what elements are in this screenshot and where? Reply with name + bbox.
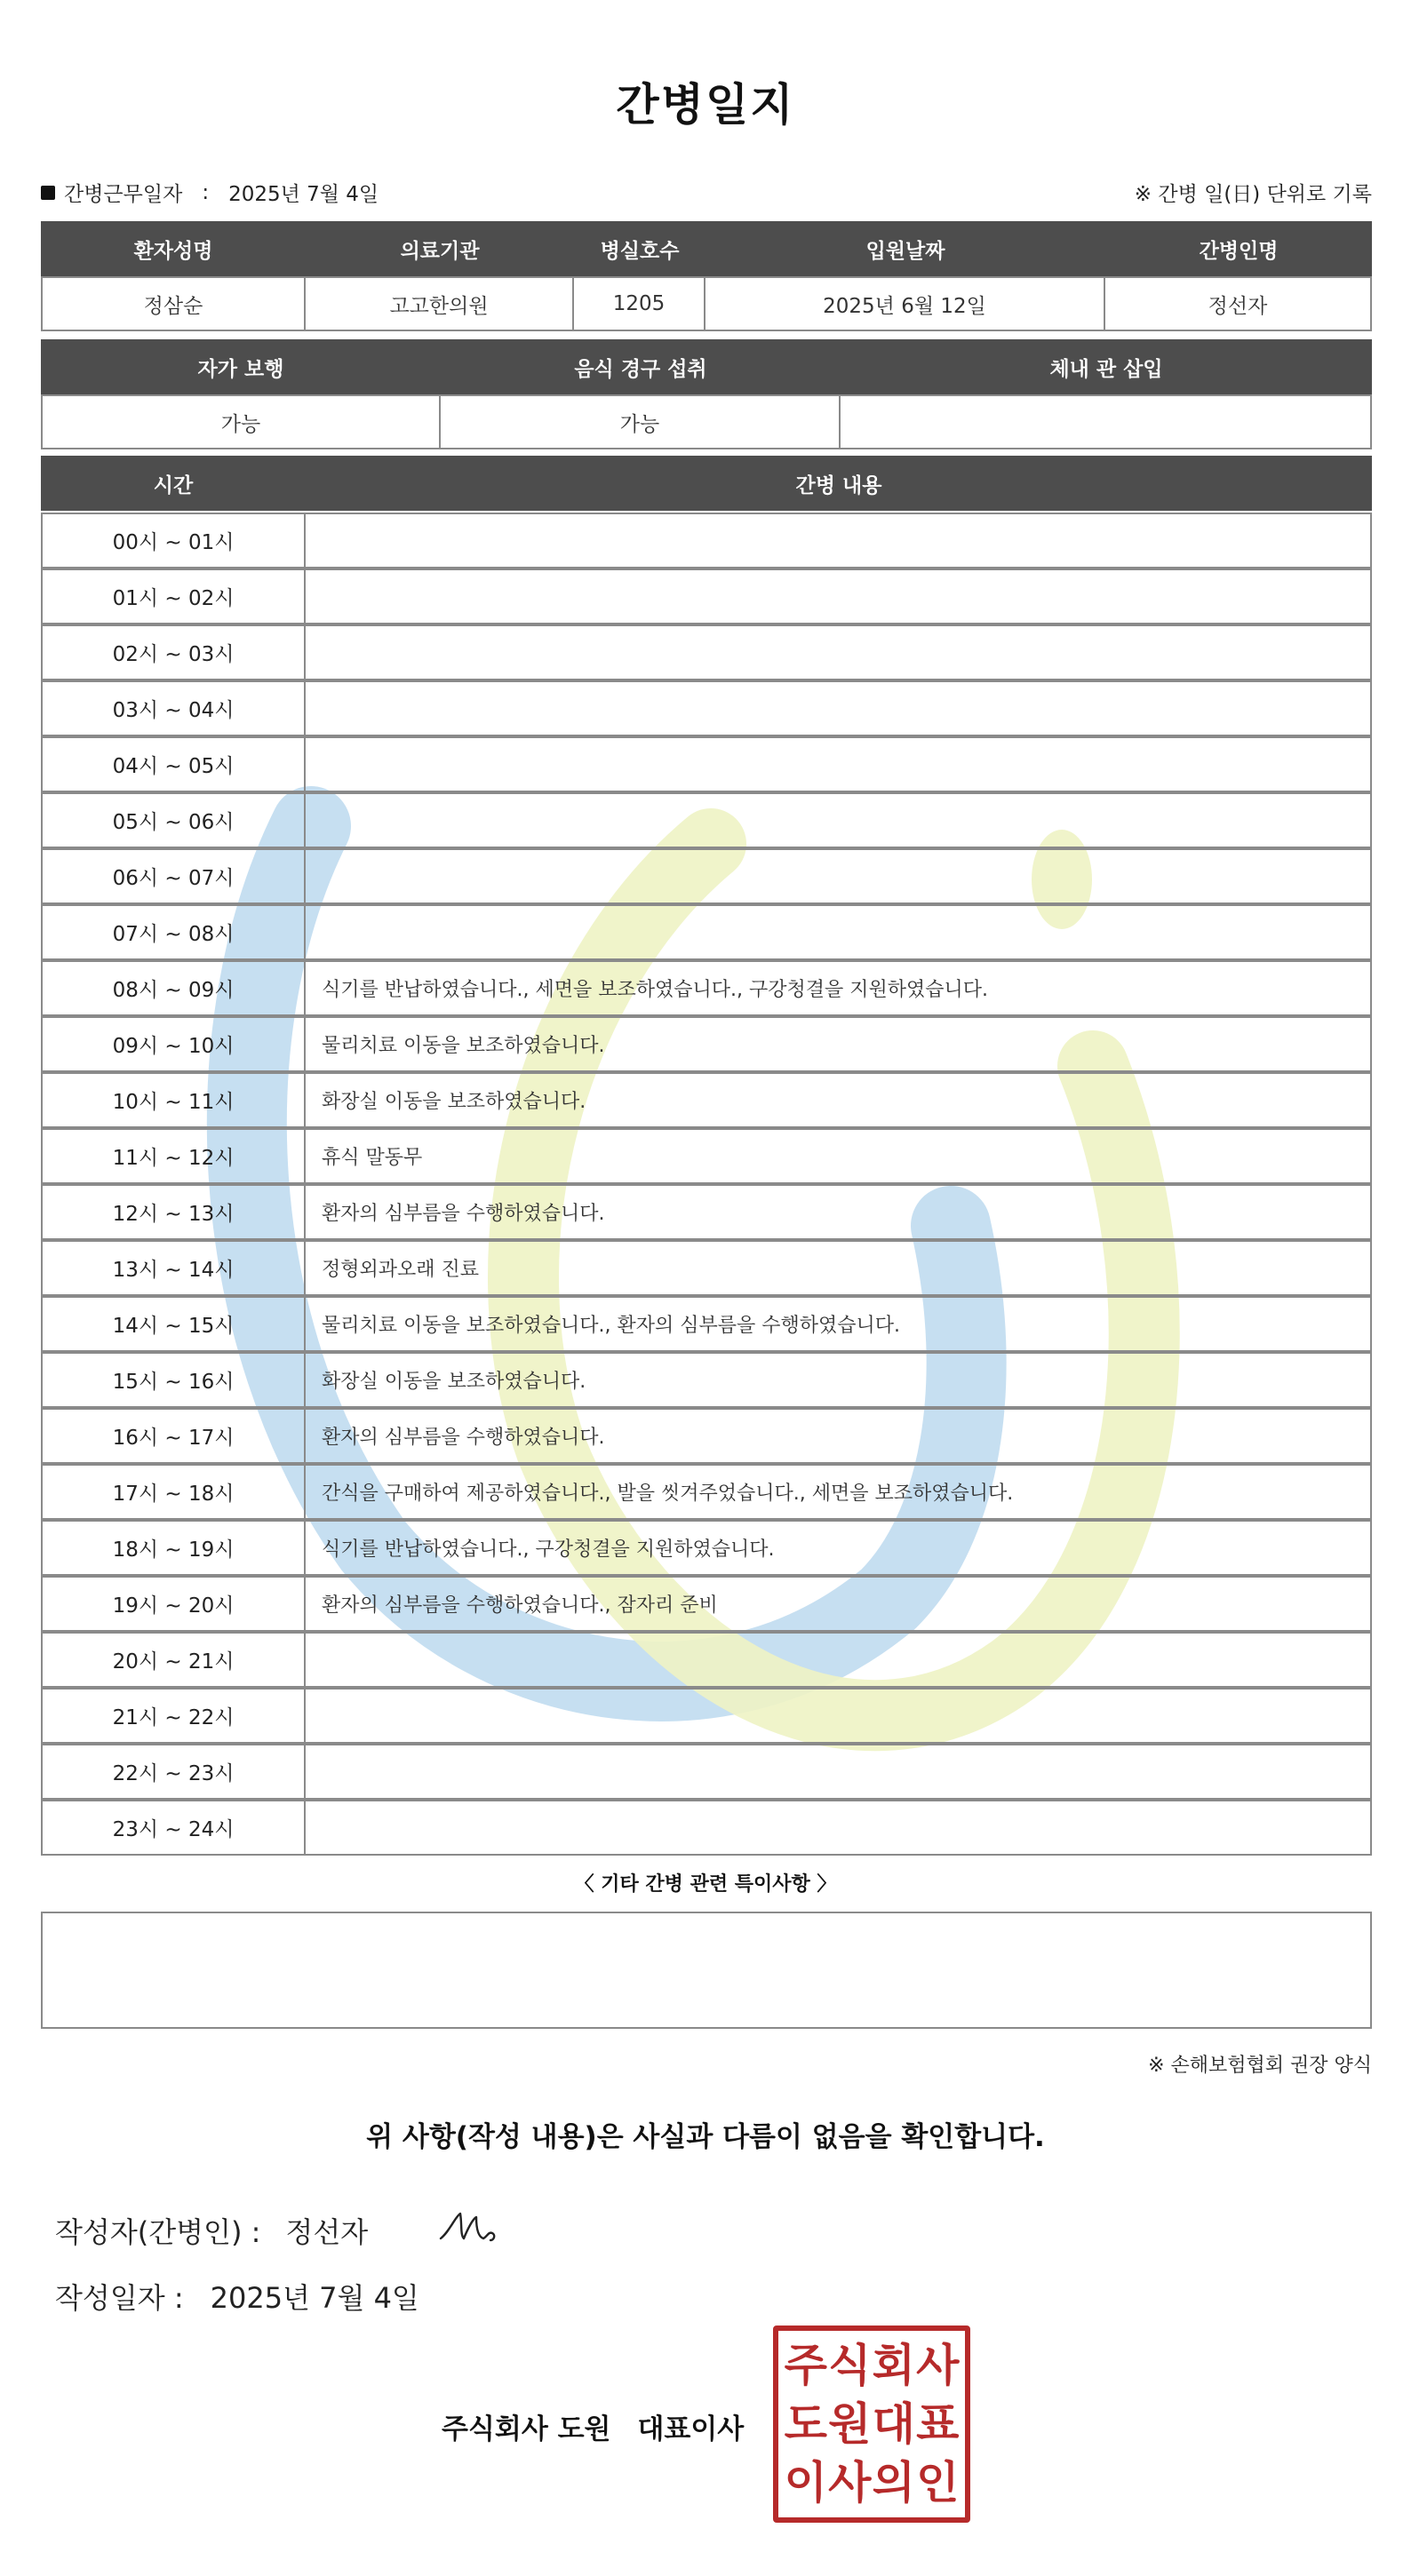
table-row — [41, 960, 1372, 1016]
time-cell: 22시 ~ 23시 — [41, 1744, 306, 1800]
time-cell: 15시 ~ 16시 — [41, 1352, 306, 1408]
seal-char: 대 — [872, 2398, 915, 2450]
table-row — [41, 1352, 1372, 1408]
time-column-header: 시간 — [153, 473, 194, 497]
table-row — [41, 1296, 1372, 1352]
patient-name-header: 환자성명 — [41, 221, 306, 276]
seal-char: 식 — [828, 2340, 872, 2391]
seal-char: 이 — [784, 2457, 827, 2508]
confirmation-statement: 위 사항(작성 내용)은 사실과 다름이 없음을 확인합니다. — [366, 2121, 1045, 2153]
table-row — [41, 1128, 1372, 1184]
time-cell: 02시 ~ 03시 — [41, 624, 306, 680]
room-number-header: 병실호수 — [574, 221, 706, 276]
time-cell: 16시 ~ 17시 — [41, 1408, 306, 1464]
special-notes-box — [41, 1912, 1372, 2029]
time-cell: 09시 ~ 10시 — [41, 1016, 306, 1072]
time-cell: 07시 ~ 08시 — [41, 904, 306, 960]
content-cell — [306, 624, 1372, 680]
patient-status-table — [41, 339, 1372, 449]
company-role: 대표이사 — [637, 2413, 745, 2445]
handwritten-signature — [437, 2205, 508, 2249]
seal-char: 원 — [828, 2398, 872, 2450]
table-row — [41, 624, 1372, 680]
admission-date-value: 2025년 6월 12일 — [706, 276, 1105, 331]
hospital-header: 의료기관 — [306, 221, 574, 276]
table-row — [41, 1184, 1372, 1240]
seal-char: 도 — [784, 2398, 827, 2450]
tube-insertion-header: 체내 관 삽입 — [841, 339, 1372, 394]
time-cell: 13시 ~ 14시 — [41, 1240, 306, 1296]
work-date-line — [41, 178, 379, 207]
bullet-square-icon — [41, 186, 55, 200]
care-log-rows — [41, 513, 1372, 1856]
content-cell — [306, 1632, 1372, 1688]
content-cell — [306, 848, 1372, 904]
caregiver-name-value: 정선자 — [1105, 276, 1372, 331]
time-cell: 00시 ~ 01시 — [41, 513, 306, 568]
table-row — [41, 1744, 1372, 1800]
content-cell: 물리치료 이동을 보조하였습니다., 환자의 심부름을 수행하였습니다. — [306, 1296, 1372, 1352]
write-date-line — [55, 2276, 419, 2317]
content-cell — [306, 1744, 1372, 1800]
content-cell — [306, 680, 1372, 736]
content-cell: 환자의 심부름을 수행하였습니다. — [306, 1408, 1372, 1464]
time-cell: 12시 ~ 13시 — [41, 1184, 306, 1240]
admission-date-header: 입원날짜 — [706, 221, 1105, 276]
seal-char: 사 — [916, 2340, 960, 2391]
table-row — [41, 1408, 1372, 1464]
table-row — [41, 1016, 1372, 1072]
tube-insertion-value — [841, 394, 1372, 449]
content-column-header: 간병 내용 — [795, 473, 882, 497]
hospital-value: 고고한의원 — [306, 276, 574, 331]
table-row — [41, 1464, 1372, 1520]
time-cell: 18시 ~ 19시 — [41, 1520, 306, 1576]
care-log-header — [41, 456, 1372, 511]
time-cell: 04시 ~ 05시 — [41, 736, 306, 792]
table-row — [41, 904, 1372, 960]
table-row — [41, 1520, 1372, 1576]
time-cell: 08시 ~ 09시 — [41, 960, 306, 1016]
content-cell — [306, 1800, 1372, 1856]
content-cell: 간식을 구매하여 제공하였습니다., 발을 씻겨주었습니다., 세면을 보조하였습니다. — [306, 1464, 1372, 1520]
seal-char: 의 — [872, 2457, 915, 2508]
table-row — [41, 680, 1372, 736]
table-row — [41, 1632, 1372, 1688]
writer-name: 정선자 — [285, 2215, 369, 2249]
seal-grid — [773, 2326, 970, 2523]
time-cell: 05시 ~ 06시 — [41, 792, 306, 848]
patient-info-table — [41, 221, 1372, 331]
content-cell: 화장실 이동을 보조하였습니다. — [306, 1072, 1372, 1128]
seal-char: 인 — [916, 2457, 960, 2508]
walking-value: 가능 — [41, 394, 441, 449]
content-cell: 식기를 반납하였습니다., 세면을 보조하였습니다., 구강청결을 지원하였습니다. — [306, 960, 1372, 1016]
record-unit-note: ※ 간병 일(日) 단위로 기록 — [1134, 183, 1372, 206]
oral-intake-header: 음식 경구 섭취 — [441, 339, 841, 394]
content-cell: 식기를 반납하였습니다., 구강청결을 지원하였습니다. — [306, 1520, 1372, 1576]
content-cell — [306, 792, 1372, 848]
table-row — [41, 1240, 1372, 1296]
time-cell: 06시 ~ 07시 — [41, 848, 306, 904]
company-name: 주식회사 도원 — [442, 2413, 611, 2445]
work-date-label: 간병근무일자 — [64, 183, 183, 206]
page-title: 간병일지 — [616, 79, 795, 131]
content-cell: 화장실 이동을 보조하였습니다. — [306, 1352, 1372, 1408]
writer-label: 작성자(간병인) : — [55, 2215, 261, 2249]
content-cell — [306, 513, 1372, 568]
table-row — [41, 1688, 1372, 1744]
room-number-value: 1205 — [574, 276, 706, 331]
content-cell: 정형외과오래 진료 — [306, 1240, 1372, 1296]
table-row — [41, 736, 1372, 792]
table-row — [41, 513, 1372, 568]
form-source-note: ※ 손해보험협회 권장 양식 — [1148, 2055, 1372, 2077]
content-cell — [306, 904, 1372, 960]
table-row — [41, 568, 1372, 624]
time-cell: 10시 ~ 11시 — [41, 1072, 306, 1128]
company-signature-line — [442, 2406, 744, 2446]
content-cell: 환자의 심부름을 수행하였습니다. — [306, 1184, 1372, 1240]
write-date-value: 2025년 7월 4일 — [210, 2281, 419, 2315]
company-seal-stamp — [773, 2326, 970, 2523]
time-cell: 21시 ~ 22시 — [41, 1688, 306, 1744]
time-cell: 23시 ~ 24시 — [41, 1800, 306, 1856]
table-row — [41, 1800, 1372, 1856]
time-cell: 17시 ~ 18시 — [41, 1464, 306, 1520]
work-date-value: 2025년 7월 4일 — [228, 183, 379, 206]
time-cell: 14시 ~ 15시 — [41, 1296, 306, 1352]
content-cell: 환자의 심부름을 수행하였습니다., 잠자리 준비 — [306, 1576, 1372, 1632]
seal-char: 사 — [828, 2457, 872, 2508]
work-date-colon: : — [202, 180, 210, 204]
seal-char: 주 — [784, 2340, 827, 2391]
table-row — [41, 1576, 1372, 1632]
patient-name-value: 정삼순 — [41, 276, 306, 331]
seal-char: 표 — [916, 2398, 960, 2450]
seal-char: 회 — [872, 2340, 915, 2391]
oral-intake-value: 가능 — [441, 394, 841, 449]
special-notes-title: 〈 기타 간병 관련 특이사항 〉 — [574, 1873, 837, 1896]
content-cell — [306, 1688, 1372, 1744]
caregiver-name-header: 간병인명 — [1105, 221, 1372, 276]
table-row — [41, 1072, 1372, 1128]
time-cell: 01시 ~ 02시 — [41, 568, 306, 624]
table-row — [41, 848, 1372, 904]
time-cell: 20시 ~ 21시 — [41, 1632, 306, 1688]
walking-header: 자가 보행 — [41, 339, 441, 394]
content-cell: 휴식 말동무 — [306, 1128, 1372, 1184]
content-cell — [306, 568, 1372, 624]
time-cell: 19시 ~ 20시 — [41, 1576, 306, 1632]
write-date-label: 작성일자 : — [55, 2281, 184, 2315]
time-cell: 11시 ~ 12시 — [41, 1128, 306, 1184]
table-row — [41, 792, 1372, 848]
time-cell: 03시 ~ 04시 — [41, 680, 306, 736]
writer-line — [55, 2210, 368, 2251]
content-cell — [306, 736, 1372, 792]
content-cell: 물리치료 이동을 보조하였습니다. — [306, 1016, 1372, 1072]
